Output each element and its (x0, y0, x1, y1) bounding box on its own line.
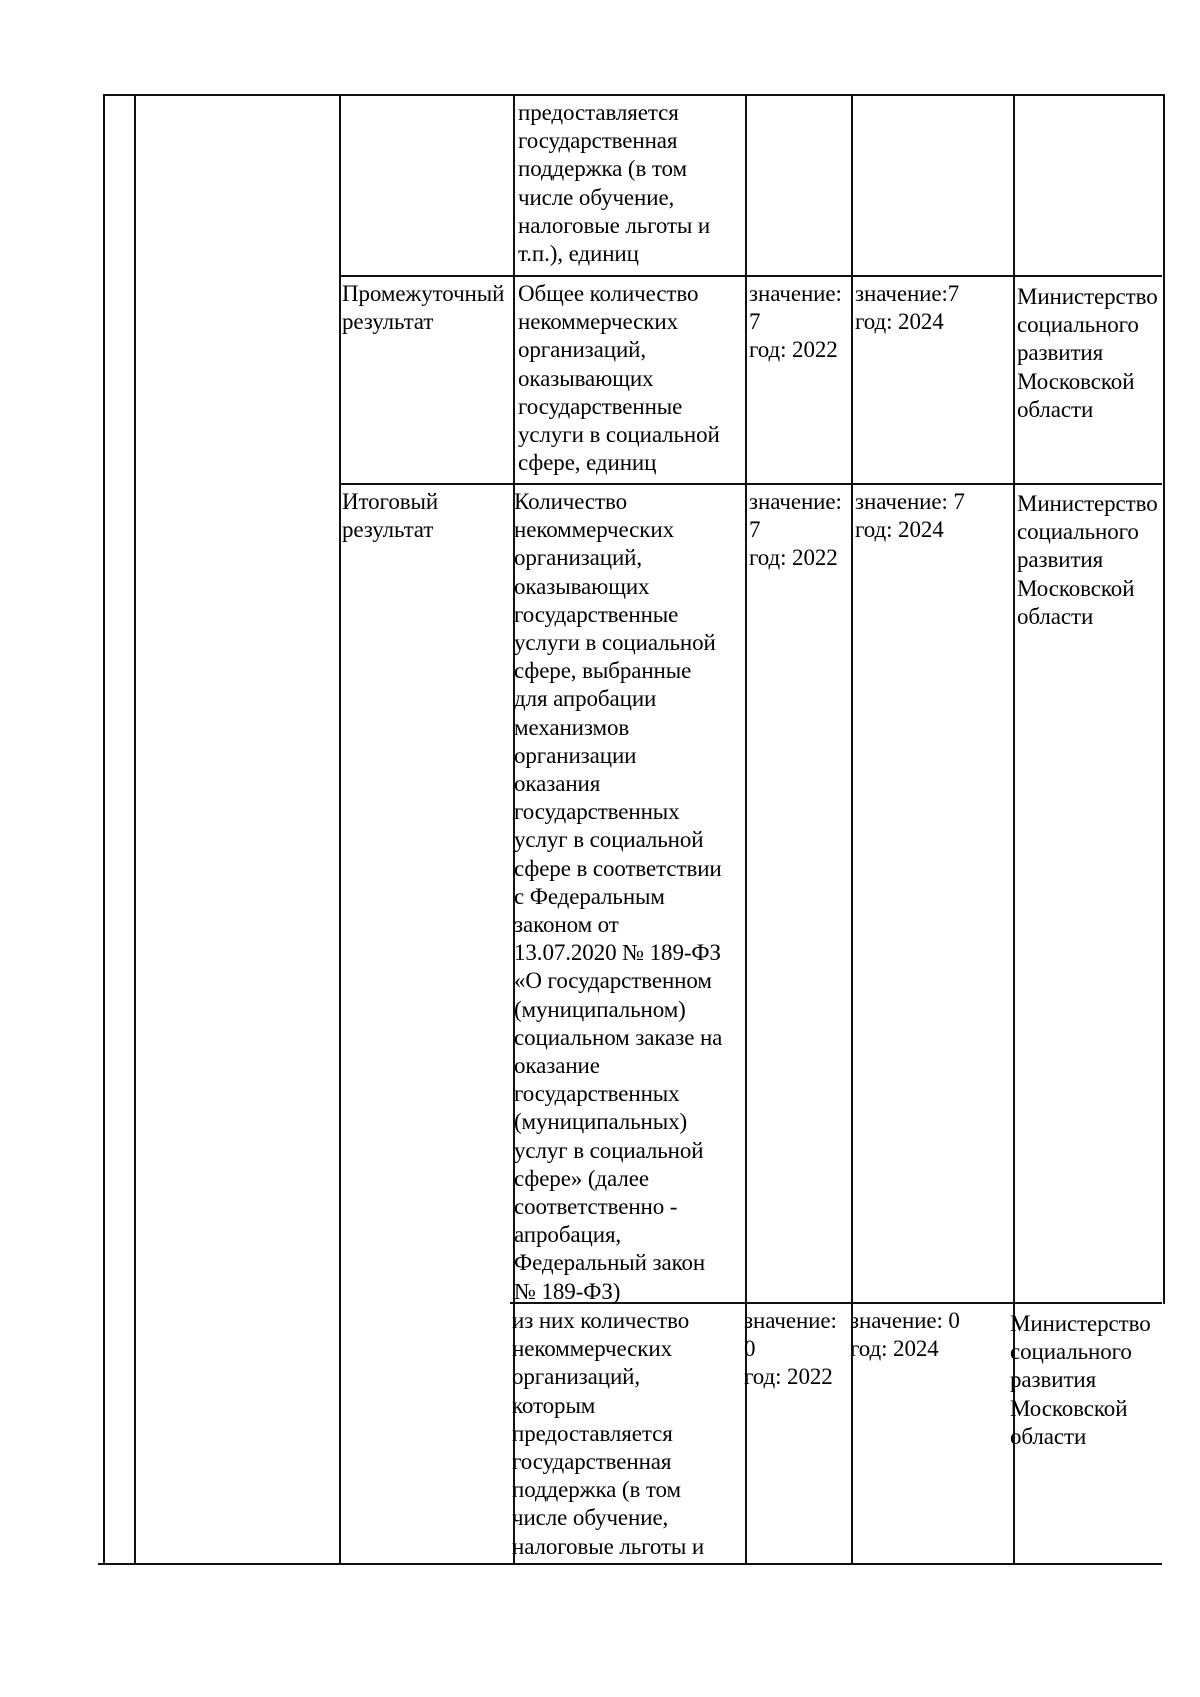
row2-base-value: значение: 7 год: 2022 (749, 281, 842, 363)
row3-indicator: Количество некоммерческих организаций, оказывающих государственные услуги в социальной сфере, выбранные для апробации механизмов организации оказания государственных услуг в социальной сфере в соответствии с Федеральным законом от 13.07.2020 № 189-ФЗ «О государственном (муниципальном) социальном заказе на оказание государственных (муниципальных) услуг в социальной сфере» (далее соответственно - апробация, Федеральный закон № 189-ФЗ) (514, 489, 723, 1304)
row1-indicator: предоставляется государственная поддержка (в том числе обучение, налоговые льготы и т.п.), единиц (518, 100, 711, 267)
row2-indicator: Общее количество некоммерческих организаций, оказывающих государственные услуги в социальной сфере, единиц (518, 281, 720, 476)
col-border-1 (134, 94, 136, 1564)
col-border-0 (103, 94, 105, 1564)
row4-indicator: из них количество некоммерческих организаций, которым предоставляется государственная поддержка (в том числе обучение, налоговые льготы и (512, 1308, 705, 1559)
row4-target-value: значение: 0 год: 2024 (850, 1308, 960, 1362)
row2-target-value: значение:7 год: 2024 (855, 281, 960, 335)
col-border-7 (1163, 94, 1165, 1304)
row-divider-1 (340, 275, 1162, 277)
row2-responsible: Министерство социального развития Московской области (1017, 284, 1158, 422)
table-top-border (104, 94, 1164, 96)
row3-responsible: Министерство социального развития Московской области (1017, 491, 1158, 629)
row4-base-value: значение: 0 год: 2022 (744, 1308, 837, 1390)
row2-result-type: Промежуточный результат (342, 281, 505, 335)
row3-base-value: значение: 7 год: 2022 (749, 489, 842, 571)
row-divider-2 (340, 483, 1162, 485)
col-border-2 (339, 94, 341, 1564)
row3-result-type: Итоговый результат (342, 489, 439, 543)
table-bottom-border (98, 1563, 1162, 1565)
row3-target-value: значение: 7 год: 2024 (855, 489, 965, 543)
row4-responsible: Министерство социального развития Московской области (1010, 1311, 1151, 1449)
